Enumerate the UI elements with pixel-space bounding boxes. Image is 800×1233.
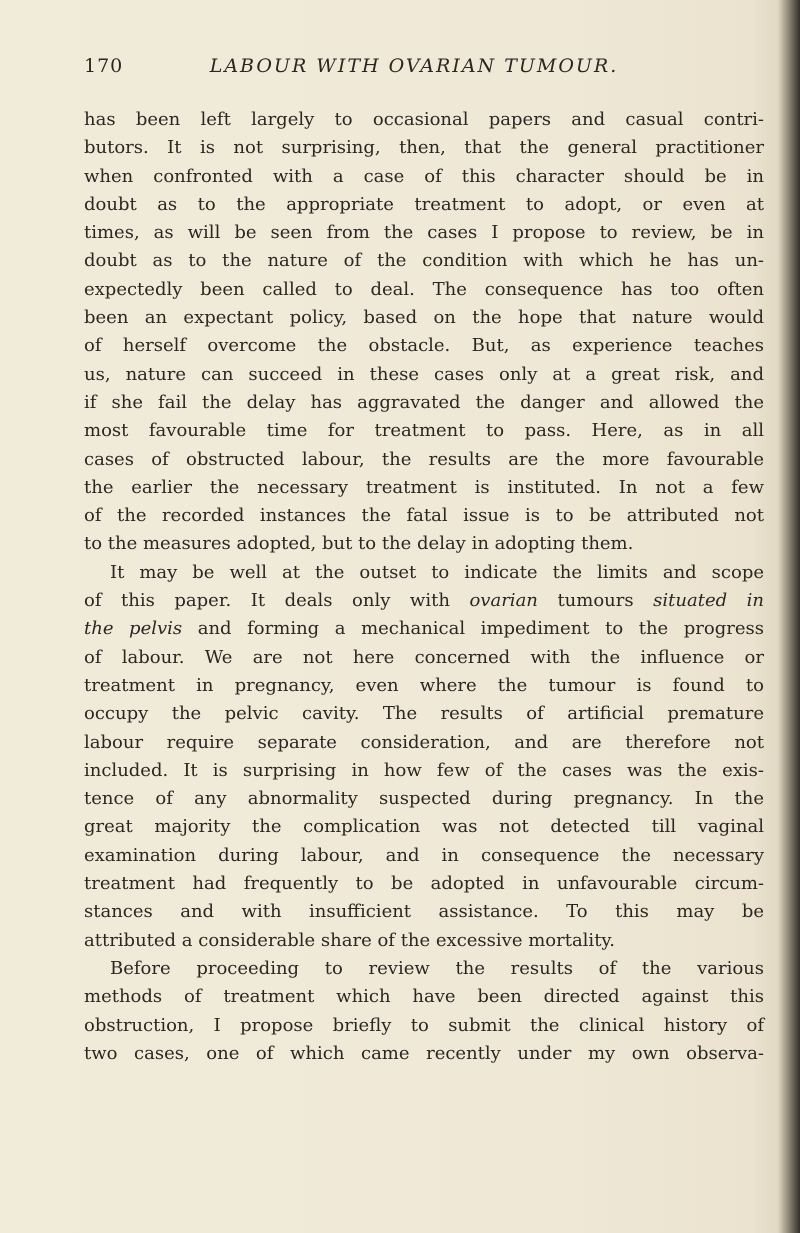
text-segment: has been left largely to occasional papers and casual contri- (84, 109, 764, 130)
spine-shadow (778, 0, 800, 1233)
text-segment: stances and with insufficient assistance. To this may be (84, 901, 764, 923)
text-segment: cases of obstructed labour, the results are the more favourable (84, 448, 764, 470)
paragraph (84, 559, 764, 955)
text-segment: methods of treatment which have been directed against this (84, 986, 764, 1008)
text-line (84, 1040, 764, 1068)
running-head (84, 55, 764, 85)
italic-phrase: ovarian (469, 590, 538, 612)
text-segment: attributed a considerable share of the excessive mortality. (84, 929, 615, 951)
text-segment: included. It is surprising in how few of the cases was the exis- (84, 759, 764, 781)
text-segment: labour require separate consideration, and are therefore not (84, 731, 764, 753)
text-segment: tumours (537, 590, 654, 612)
text-line (84, 134, 764, 162)
text-line (84, 870, 764, 898)
text-segment: tence of any abnormality suspected during pregnancy. In the (84, 788, 764, 810)
body-text (84, 106, 764, 1068)
text-segment: treatment had frequently to be adopted in unfavourable circum- (84, 873, 764, 895)
text-segment: examination during labour, and in consequence the necessary (84, 844, 764, 866)
text-line (84, 672, 764, 700)
paragraph (84, 955, 764, 1068)
text-segment: if she fail the delay has aggravated the danger and allowed the (84, 391, 764, 413)
text-line (84, 191, 764, 219)
text-line (84, 559, 764, 587)
text-line (84, 729, 764, 757)
text-line (84, 898, 764, 926)
text-segment: to the measures adopted, but to the delay in adopting them. (84, 533, 634, 555)
text-line (84, 955, 764, 983)
text-segment: It may be well at the outset to indicate the limits and scope (110, 561, 764, 583)
text-line (84, 417, 764, 445)
text-line (84, 587, 764, 615)
text-segment: Before proceeding to review the results of the various (110, 957, 764, 979)
text-line (84, 785, 764, 813)
text-line (84, 757, 764, 785)
text-line (84, 389, 764, 417)
text-line (84, 842, 764, 870)
text-line (84, 615, 764, 643)
text-line (84, 247, 764, 275)
text-segment: times, as will be seen from the cases I propose to review, be in (84, 222, 764, 244)
running-title: LABOUR WITH OVARIAN TUMOUR. (209, 55, 619, 77)
text-line (84, 502, 764, 530)
text-segment: the earlier the necessary treatment is instituted. In not a few (84, 476, 764, 498)
text-line (84, 446, 764, 474)
text-segment: obstruction, I propose briefly to submit the clinical history of (84, 1014, 764, 1036)
text-line (84, 644, 764, 672)
text-segment: most favourable time for treatment to pass. Here, as in all (84, 420, 764, 442)
text-line (84, 1012, 764, 1040)
text-segment: butors. It is not surprising, then, that the general practitioner (84, 137, 764, 159)
text-segment: of herself overcome the obstacle. But, as experience teaches (84, 335, 764, 357)
text-segment: of the recorded instances the fatal issue is to be attributed not (84, 505, 764, 527)
text-line (84, 983, 764, 1011)
page-number: 170 (84, 55, 124, 77)
text-segment: us, nature can succeed in these cases only at a great risk, and (84, 363, 764, 385)
text-segment: doubt as to the nature of the condition with which he has un- (84, 250, 764, 272)
text-line (84, 927, 764, 955)
text-line (84, 163, 764, 191)
italic-phrase: situated in (653, 590, 765, 612)
text-line (84, 304, 764, 332)
text-line (84, 700, 764, 728)
text-line (84, 106, 764, 134)
text-segment: great majority the complication was not detected till vaginal (84, 816, 764, 838)
text-segment: of this paper. It deals only with (84, 590, 470, 612)
text-segment: occupy the pelvic cavity. The results of artificial premature (84, 703, 764, 725)
text-segment: treatment in pregnancy, even where the tumour is found to (84, 674, 764, 696)
text-line (84, 276, 764, 304)
paragraph (84, 106, 764, 559)
text-segment: expectedly been called to deal. The consequence has too often (84, 278, 764, 300)
text-segment: and forming a mechanical impediment to the progress (182, 618, 764, 640)
text-segment: when confronted with a case of this character should be in (84, 165, 764, 187)
text-line (84, 332, 764, 360)
text-segment: been an expectant policy, based on the hope that nature would (84, 307, 764, 329)
text-line (84, 530, 764, 558)
text-line (84, 474, 764, 502)
text-line (84, 361, 764, 389)
text-segment: two cases, one of which came recently under my own observa- (84, 1042, 764, 1064)
text-segment: doubt as to the appropriate treatment to adopt, or even at (84, 193, 764, 215)
italic-phrase: the pelvis (84, 618, 183, 640)
text-line (84, 219, 764, 247)
text-line (84, 813, 764, 841)
text-segment: of labour. We are not here concerned with the influence or (84, 646, 764, 668)
